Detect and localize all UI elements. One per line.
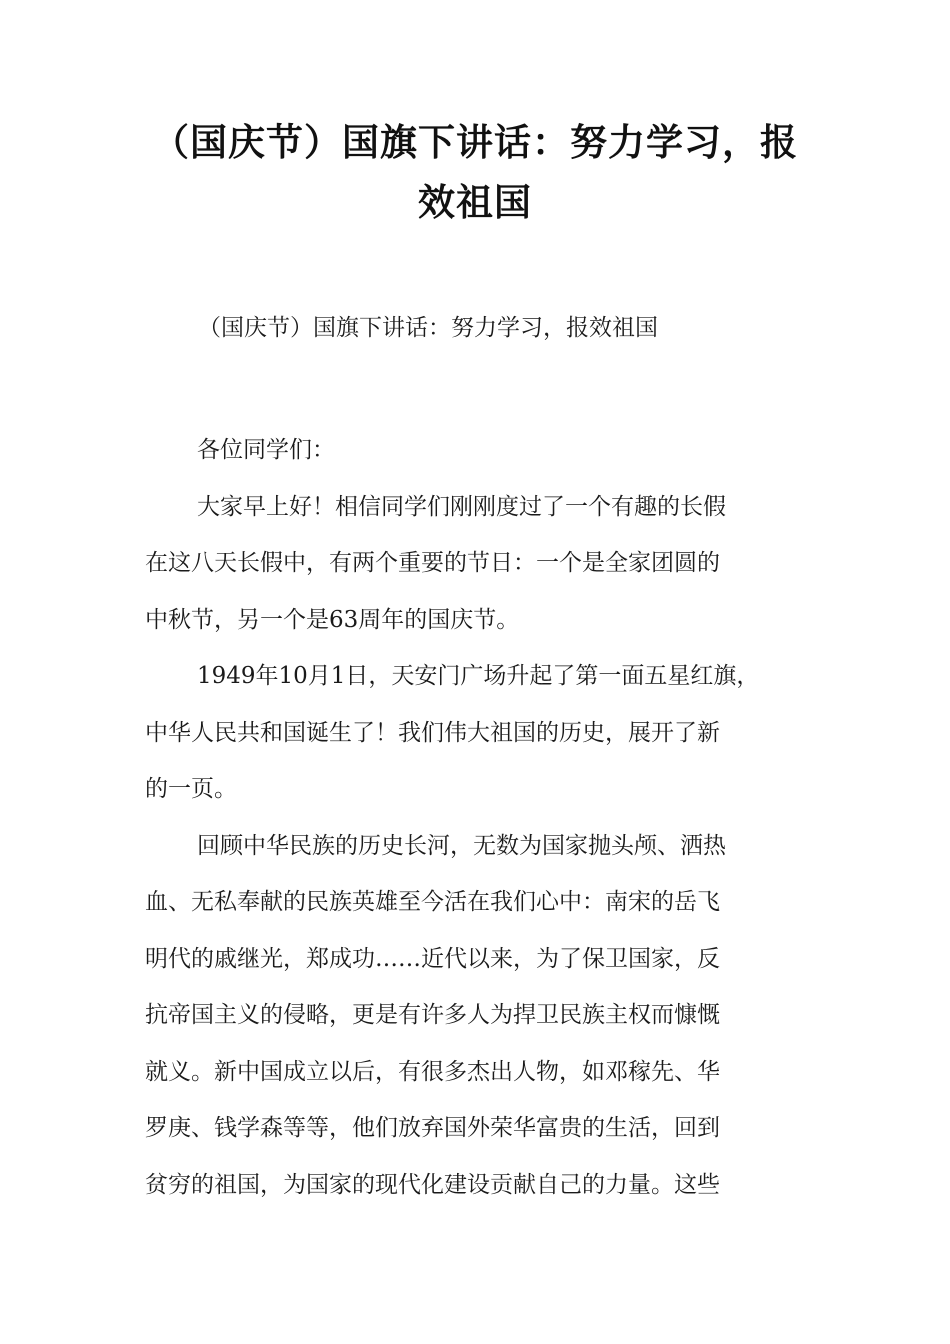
body-paragraph: 回顾中华民族的历史长河，无数为国家抛头颅、洒热 血、无私奉献的民族英雄至今活在我们心中：南宋的岳飞 明代的戚继光，郑成功……近代以来，为了保卫国家，反 抗帝国主义的侵略，更是有许多人为捍卫民族主权而慷慨 就义。新中国成立以后，有很多杰出人物，如邓稼先、华 罗庚、钱学森等等，他们放弃国外荣华富贵的生活，回到 贫穷的祖国，为国家的现代化建设贡献自己的力量。这些	[145, 832, 726, 1198]
body-paragraph: 大家早上好！相信同学们刚刚度过了一个有趣的长假 在这八天长假中，有两个重要的节日：一个是全家团圆的 中秋节，另一个是63周年的国庆节。	[145, 493, 726, 633]
greeting-paragraph: 各位同学们：	[197, 437, 335, 463]
body-paragraph: 1949年10月1日，天安门广场升起了第一面五星红旗， 中华人民共和国诞生了！我们伟大祖国的历史，展开了新 的一页。	[145, 663, 760, 802]
document-title: （国庆节）国旗下讲话：努力学习，报 效祖国	[152, 120, 798, 224]
document-body	[145, 422, 805, 1213]
document-subtitle: （国庆节）国旗下讲话：努力学习，报效祖国	[198, 315, 658, 341]
